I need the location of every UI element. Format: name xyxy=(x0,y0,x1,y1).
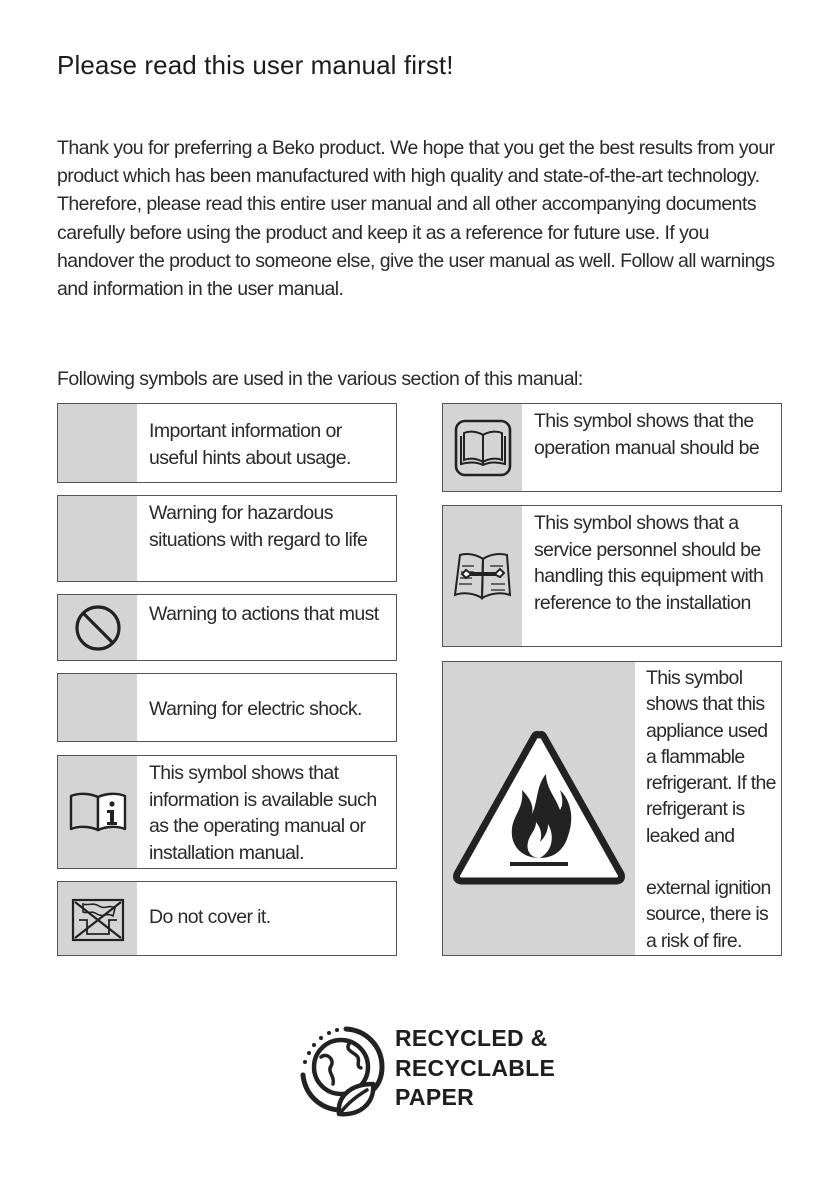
blank-icon xyxy=(58,674,137,741)
recycle-label xyxy=(395,1024,555,1113)
symbol-box-important-info xyxy=(57,403,397,483)
recycle-label-line: RECYCLED & xyxy=(395,1025,548,1051)
symbol-text: Important information or useful hints about usage. xyxy=(149,420,351,469)
symbol-box-info-available xyxy=(57,755,397,869)
symbol-text: This symbol shows that a service personnel should be handling this equipment with reference to the installation xyxy=(534,512,764,614)
symbol-box-do-not-cover xyxy=(57,881,397,956)
page-title: Please read this user manual first! xyxy=(57,50,454,80)
symbol-box-operation-manual xyxy=(442,403,782,492)
recycle-label-line: RECYCLABLE xyxy=(395,1054,556,1081)
symbols-heading: Following symbols are used in the various section of this manual: xyxy=(57,368,583,390)
service-manual-icon xyxy=(443,506,522,646)
symbol-text-top: This symbol shows that this appliance used a flammable refrigerant. If the refrigerant is leaked and xyxy=(646,667,776,847)
symbol-text: Warning for electric shock. xyxy=(149,698,362,720)
symbol-text: Warning to actions that must xyxy=(149,603,379,625)
symbol-text: Do not cover it. xyxy=(149,906,271,928)
intro-paragraph: Thank you for preferring a Beko product. We hope that you get the best results from your product which has been manufactured with high quality and state-of-the-art technology. Therefore, please read this entire user manual and all other accompanying documents carefully before using the product and keep it as a reference for future use. If you handover the product to someone else, give the user manual as well. Follow all warnings and information in the user manual. xyxy=(57,137,775,301)
flammable-warning-icon xyxy=(443,662,635,955)
symbol-text-bottom: external ignition source, there is a risk of fire. xyxy=(646,877,771,952)
open-book-icon xyxy=(443,404,522,491)
prohibition-icon xyxy=(58,595,137,660)
recycle-earth-leaf-icon xyxy=(295,1022,389,1120)
symbol-text: This symbol shows that information is available such as the operating manual or installation manual. xyxy=(149,762,377,864)
symbol-text: Warning for hazardous situations with regard to life xyxy=(149,502,368,551)
recycle-label-line: PAPER xyxy=(395,1084,475,1110)
symbol-box-prohibited-actions xyxy=(57,594,397,661)
symbol-box-hazard-warning xyxy=(57,495,397,582)
symbol-text: This symbol shows that the operation manual should be xyxy=(534,410,760,459)
blank-icon xyxy=(58,404,137,482)
symbol-box-service-personnel xyxy=(442,505,782,647)
book-info-icon xyxy=(58,756,137,868)
symbol-box-electric-shock xyxy=(57,673,397,742)
symbol-box-flammable-refrigerant xyxy=(442,661,782,956)
do-not-cover-icon xyxy=(58,882,137,955)
blank-icon xyxy=(58,496,137,581)
